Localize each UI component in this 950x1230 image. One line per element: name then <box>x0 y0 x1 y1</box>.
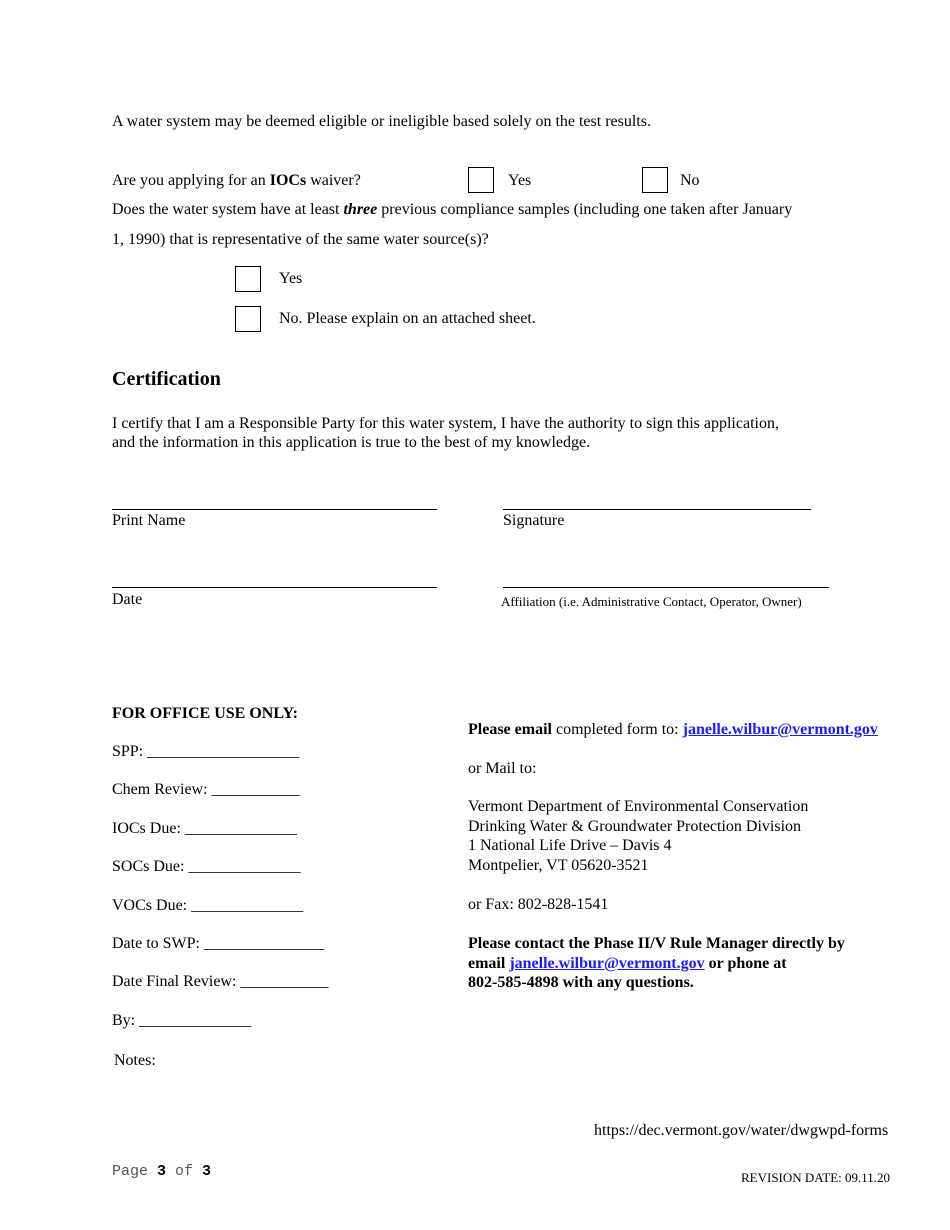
signature-label: Signature <box>503 512 565 529</box>
print-name-label: Print Name <box>112 512 186 529</box>
samples-no-label: No. Please explain on an attached sheet. <box>279 310 536 327</box>
certification-line1: I certify that I am a Responsible Party for this water system, I have the authority to sign this application, <box>112 415 779 432</box>
samples-no-checkbox[interactable] <box>235 306 261 332</box>
email-instruction: Please email completed form to: janelle.wilbur@vermont.gov <box>468 721 878 738</box>
office-iocs-due: IOCs Due: ______________ <box>112 820 297 837</box>
office-by: By: ______________ <box>112 1012 252 1029</box>
address-line3: 1 National Life Drive – Davis 4 <box>468 837 672 854</box>
office-notes: Notes: <box>114 1052 156 1069</box>
ioc-yes-checkbox[interactable] <box>468 167 494 193</box>
samples-yes-checkbox[interactable] <box>235 266 261 292</box>
fax-line: or Fax: 802-828-1541 <box>468 896 609 913</box>
ioc-no-checkbox[interactable] <box>642 167 668 193</box>
address-line4: Montpelier, VT 05620-3521 <box>468 857 649 874</box>
contact-line2: email janelle.wilbur@vermont.gov or phone at <box>468 955 787 972</box>
date-line[interactable] <box>112 587 437 588</box>
print-name-line[interactable] <box>112 509 437 510</box>
page-indicator: Page 3 of 3 <box>112 1163 212 1180</box>
affiliation-line[interactable] <box>503 587 829 588</box>
contact-line3: 802-585-4898 with any questions. <box>468 974 694 991</box>
address-line1: Vermont Department of Environmental Conservation <box>468 798 809 815</box>
address-line2: Drinking Water & Groundwater Protection Division <box>468 818 802 835</box>
samples-question-line2: 1, 1990) that is representative of the same water source(s)? <box>112 231 489 248</box>
revision-date: REVISION DATE: 09.11.20 <box>741 1170 891 1185</box>
office-spp: SPP: ___________________ <box>112 743 300 760</box>
certification-line2: and the information in this application is true to the best of my knowledge. <box>112 434 591 451</box>
email-link[interactable]: janelle.wilbur@vermont.gov <box>682 721 878 738</box>
office-socs-due: SOCs Due: ______________ <box>112 858 301 875</box>
office-date-to-swp: Date to SWP: _______________ <box>112 935 324 952</box>
contact-line1: Please contact the Phase II/V Rule Manager directly by <box>468 935 845 952</box>
office-chem-review: Chem Review: ___________ <box>112 781 300 798</box>
samples-question-line1: Does the water system have at least three previous compliance samples (including one taken after January <box>112 201 793 218</box>
office-vocs-due: VOCs Due: ______________ <box>112 897 304 914</box>
date-label: Date <box>112 591 143 608</box>
contact-email-link[interactable]: janelle.wilbur@vermont.gov <box>509 955 705 972</box>
affiliation-label: Affiliation (i.e. Administrative Contact, Operator, Owner) <box>501 594 802 609</box>
forms-url[interactable]: https://dec.vermont.gov/water/dwgwpd-forms <box>594 1122 889 1139</box>
office-date-final-review: Date Final Review: ___________ <box>112 973 329 990</box>
office-use-title: FOR OFFICE USE ONLY: <box>112 705 298 722</box>
intro-text: A water system may be deemed eligible or ineligible based solely on the test results. <box>112 113 651 130</box>
ioc-yes-label: Yes <box>508 172 532 189</box>
mail-to-label: or Mail to: <box>468 760 537 777</box>
ioc-no-label: No <box>680 172 700 189</box>
samples-yes-label: Yes <box>279 270 303 287</box>
ioc-question: Are you applying for an IOCs waiver? <box>112 172 361 189</box>
signature-line[interactable] <box>503 509 811 510</box>
certification-title: Certification <box>112 368 221 390</box>
